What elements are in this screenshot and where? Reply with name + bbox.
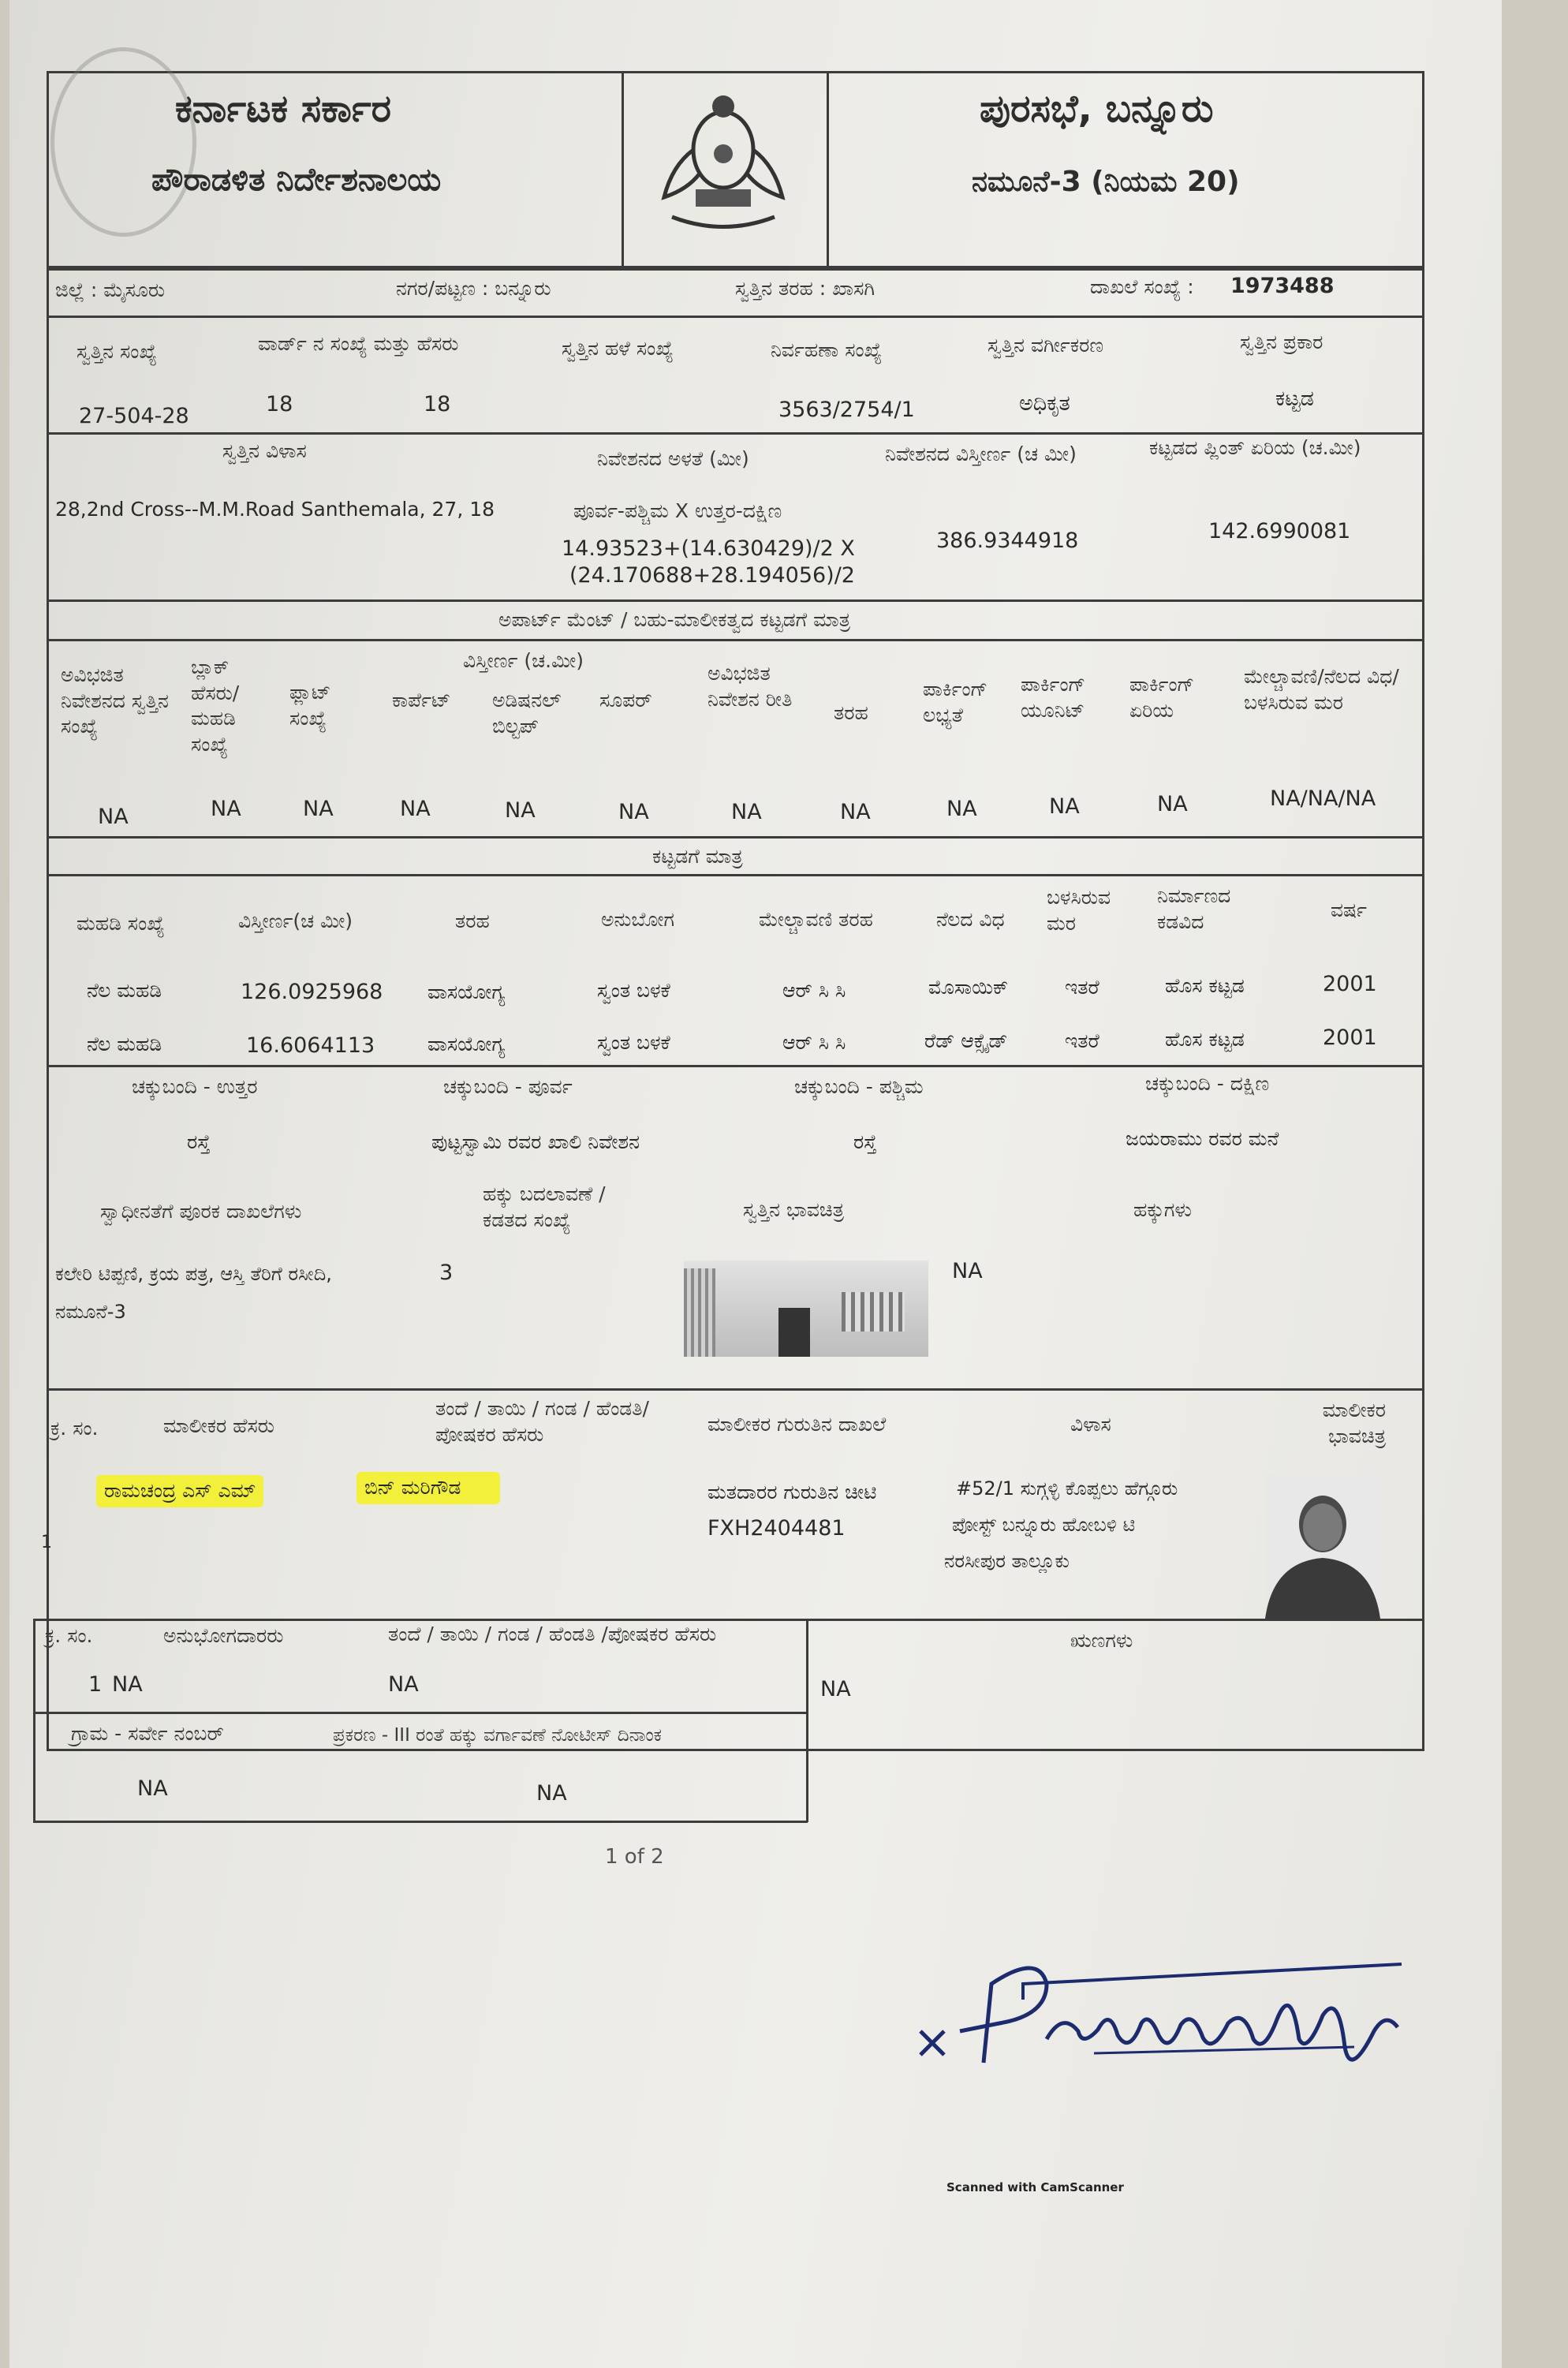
- apt-value-2: NA: [303, 797, 334, 821]
- apt-header-11: ಮೇಲ್ಚಾವಣಿ/ನೆಲದ ವಿಧ/ಬಳಸಿರುವ ಮರ: [1244, 665, 1399, 714]
- bld-r0-c7: ಹೊಸ ಕಟ್ಟಡ: [1165, 974, 1245, 997]
- boundary-east-label: ಚಕ್ಕುಬಂದಿ - ಪೂರ್ವ: [443, 1075, 573, 1098]
- header-govt: ಕರ್ನಾಟಕ ಸರ್ಕಾರ: [175, 87, 392, 131]
- owner-address-3: ನರಸೀಪುರ ತಾಲ್ಲೂಕು: [944, 1550, 1070, 1572]
- bld-r1-c6: ಇತರೆ: [1065, 1029, 1099, 1052]
- boundary-north: ರಸ್ತೆ: [187, 1130, 211, 1153]
- bld-header-4: ಮೇಲ್ಚಾವಣಿ ತರಹ: [759, 908, 873, 931]
- building-title: ಕಟ್ಟಡಗೆ ಮಾತ್ರ: [652, 845, 743, 868]
- ward-no: 18: [266, 392, 293, 416]
- property-photo-image: [684, 1261, 928, 1357]
- area-label: ನಿವೇಶನದ ವಿಸ್ತೀರ್ಣ (ಚ ಮೀ): [885, 443, 1077, 465]
- boundary-south: ಜಯರಾಮು ರವರ ಮನೆ: [1126, 1127, 1279, 1150]
- owner-header-1: ಮಾಲೀಕರ ಹೆಸರು: [163, 1414, 274, 1437]
- plinth-label: ಕಟ್ಟಡದ ಪ್ಲಿಂತ್ ಏರಿಯ (ಚ.ಮೀ): [1149, 436, 1361, 459]
- owner-header-0: ಕ್ರ. ಸಂ.: [50, 1417, 99, 1440]
- apt-header-1: ಬ್ಲಾಕ್ ಹೆಸರು/ ಮಹಡಿ ಸಂಖ್ಯೆ: [191, 655, 240, 756]
- bld-header-0: ಮಹಡಿ ಸಂಖ್ಯೆ: [77, 912, 165, 935]
- property-label-3: ನಿರ್ವಹಣಾ ಸಂಖ್ಯೆ: [771, 338, 883, 361]
- measure-label: ನಿವೇಶನದ ಅಳತೆ (ಮೀ): [597, 447, 749, 470]
- header-directorate: ಪೌರಾಡಳಿತ ನಿರ್ದೇಶನಾಲಯ: [151, 162, 442, 198]
- apt-value-10: NA: [1157, 792, 1188, 816]
- bld-r1-c4: ಆರ್ ಸಿ ಸಿ: [782, 1031, 846, 1054]
- notice-value: NA: [536, 1781, 567, 1806]
- bld-r0-c0: ನೆಲ ಮಹಡಿ: [87, 979, 162, 1002]
- apt-value-7: NA: [840, 800, 871, 824]
- bld-r0-c1: 126.0925968: [241, 980, 383, 1004]
- measure-direction: ಪೂರ್ವ-ಪಶ್ಚಿಮ X ಉತ್ತರ-ದಕ್ಷಿಣ: [573, 499, 782, 522]
- occupant-header-1: ಅನುಭೋಗದಾರರು: [163, 1624, 284, 1647]
- property-label-4: ಸ್ವತ್ತಿನ ವರ್ಗೀಕರಣ: [987, 334, 1104, 357]
- bld-r1-c8: 2001: [1323, 1025, 1377, 1050]
- apt-header-8: ಪಾರ್ಕಿಂಗ್ ಲಭ್ಯತೆ: [923, 678, 988, 726]
- rights-label: ಹಕ್ಕುಗಳು: [1133, 1198, 1192, 1221]
- apt-header-10: ಪಾರ್ಕಿಂಗ್ ಏರಿಯ: [1129, 673, 1195, 722]
- ward-name: 18: [424, 392, 451, 416]
- property-label-0: ಸ್ವತ್ತಿನ ಸಂಖ್ಯೆ: [77, 340, 157, 363]
- bld-header-2: ತರಹ: [455, 909, 490, 932]
- karnataka-emblem-icon: [640, 79, 806, 245]
- bld-r1-c3: ಸ್ವಂತ ಬಳಕೆ: [597, 1031, 670, 1054]
- owner-address-1: #52/1 ಸುಗ್ಗಳ್ಳಿ ಕೊಪ್ಪಲು ಹೆಗ್ಗೂರು: [956, 1477, 1178, 1500]
- address-label: ಸ್ವತ್ತಿನ ವಿಳಾಸ: [222, 439, 307, 462]
- owner-header-5: ಮಾಲೀಕರ ಭಾವಚಿತ್ರ: [1322, 1399, 1386, 1447]
- apt-header-9: ಪಾರ್ಕಿಂಗ್ ಯೂನಿಟ್: [1021, 673, 1086, 722]
- apt-header-0: ಅವಿಭಜಿತ ನಿವೇಶನದ ಸ್ವತ್ತಿನ ಸಂಖ್ಯೆ: [61, 663, 169, 738]
- boundary-north-label: ಚಕ್ಕುಬಂದಿ - ಉತ್ತರ: [132, 1075, 258, 1098]
- apt-value-1: NA: [211, 797, 241, 821]
- apt-value-5: NA: [618, 800, 649, 824]
- property-photo-label: ಸ್ವತ್ತಿನ ಭಾವಚಿತ್ರ: [743, 1198, 845, 1221]
- bld-r0-c4: ಆರ್ ಸಿ ಸಿ: [782, 979, 846, 1002]
- apt-value-9: NA: [1049, 794, 1080, 819]
- scanner-watermark: Scanned with CamScanner: [946, 2180, 1124, 2194]
- owner-id-type: ಮತದಾರರ ಗುರುತಿನ ಚೀಟಿ: [707, 1481, 877, 1503]
- measure-2: (24.170688+28.194056)/2: [569, 563, 855, 588]
- bld-r1-c5: ರೆಡ್ ಆಕ್ಸೈಡ್: [924, 1029, 1008, 1052]
- documents-value-1: ಕಲೇರಿ ಟಿಪ್ಪಣಿ, ಕ್ರಯ ಪತ್ರ, ಆಸ್ತಿ ತೆರಿಗೆ ರಸೀದಿ,: [55, 1263, 332, 1285]
- bld-r1-c0: ನೆಲ ಮಹಡಿ: [87, 1033, 162, 1055]
- record-no: 1973488: [1230, 274, 1335, 298]
- property-label-1: ವಾರ್ಡ್ ನ ಸಂಖ್ಯೆ ಮತ್ತು ಹೆಸರು: [258, 332, 459, 355]
- owner-name: ರಾಮಚಂದ್ರ ಎಸ್ ಎಮ್: [96, 1475, 263, 1507]
- property-kind: ಕಟ್ಟಡ: [1275, 387, 1314, 411]
- official-seal-stamp: [50, 47, 196, 237]
- apt-value-4: NA: [505, 798, 536, 823]
- apt-value-6: NA: [731, 800, 762, 824]
- survey-label: ಗ್ರಾಮ - ಸರ್ವೇ ನಂಬರ್: [71, 1722, 224, 1745]
- header-form: ನಮೂನೆ-3 (ನಿಯಮ 20): [972, 166, 1240, 198]
- bld-r1-c7: ಹೊಸ ಕಟ್ಟಡ: [1165, 1028, 1245, 1051]
- apt-header-3: ಕಾರ್ಪೆಟ್: [392, 689, 451, 712]
- bld-r0-c3: ಸ್ವಂತ ಬಳಕೆ: [597, 979, 670, 1002]
- bld-header-6: ಬಳಸಿರುವ ಮರ: [1047, 886, 1111, 935]
- measure-1: 14.93523+(14.630429)/2 X: [562, 536, 855, 561]
- apartment-area-group: ವಿಸ್ತೀರ್ಣ (ಚ.ಮೀ): [463, 649, 584, 672]
- property-label-2: ಸ್ವತ್ತಿನ ಹಳೆ ಸಂಖ್ಯೆ: [562, 337, 674, 360]
- occupant-name: NA: [112, 1672, 143, 1697]
- bld-header-7: ನಿರ್ಮಾಣದ ಕಡವಿದ: [1157, 884, 1231, 933]
- boundary-east: ಪುಟ್ಟಸ್ವಾಮಿ ರವರ ಖಾಲಿ ನಿವೇಶನ: [431, 1130, 640, 1153]
- bld-header-1: ವಿಸ್ತೀರ್ಣ(ಚ ಮೀ): [238, 909, 353, 932]
- owner-photo: [1265, 1475, 1380, 1619]
- bld-r0-c6: ಇತರೆ: [1065, 976, 1099, 999]
- liabilities-value: NA: [820, 1677, 851, 1701]
- apt-value-8: NA: [946, 797, 977, 821]
- transfer-label: ಹಕ್ಕು ಬದಲಾವಣೆ / ಕಡತದ ಸಂಖ್ಯೆ: [483, 1182, 606, 1231]
- apt-header-4: ಅಡಿಷನಲ್ ಬಿಲ್ಟಪ್: [492, 689, 562, 738]
- property-no: 27-504-28: [79, 404, 189, 428]
- page-number: 1 of 2: [605, 1845, 664, 1869]
- notice-label: ಪ್ರಕರಣ - III ರಂತೆ ಹಕ್ಕು ವರ್ಗಾವಣೆ ನೋಟೀಸ್ ದಿನಾಂಕ: [333, 1725, 663, 1746]
- apt-header-5: ಸೂಪರ್: [599, 689, 652, 712]
- owner-address-2: ಪೋಸ್ಟ್ ಬನ್ನೂರು ಹೋಬಳಿ ಟಿ: [952, 1514, 1136, 1536]
- district: ಜಿಲ್ಲೆ : ಮೈಸೂರು: [55, 278, 166, 301]
- property-label-5: ಸ್ವತ್ತಿನ ಪ್ರಕಾರ: [1240, 331, 1323, 353]
- signature: [913, 1937, 1417, 2086]
- bld-r1-c1: 16.6064113: [246, 1033, 375, 1058]
- header-municipality: ಪುರಸಭೆ, ಬನ್ನೂರು: [980, 87, 1214, 131]
- apt-header-7: ತರಹ: [834, 701, 868, 724]
- site-area: 386.9344918: [936, 529, 1079, 553]
- maintenance-no: 3563/2754/1: [778, 398, 915, 422]
- apt-value-3: NA: [400, 797, 431, 821]
- occupant-father: NA: [388, 1672, 419, 1697]
- bld-r0-c2: ವಾಸಯೋಗ್ಯ: [427, 980, 506, 1003]
- bld-header-8: ವರ್ಷ: [1331, 898, 1368, 921]
- town: ನಗರ/ಪಟ್ಟಣ : ಬನ್ನೂರು: [396, 277, 551, 300]
- owner-sl-no: 1: [41, 1533, 52, 1552]
- plinth-area: 142.6990081: [1208, 519, 1351, 543]
- apartment-title: ಅಪಾರ್ಟ್ ಮೆಂಟ್ / ಬಹು-ಮಾಲೀಕತ್ವದ ಕಟ್ಟಡಗೆ ಮಾತ್ರ: [498, 608, 851, 631]
- document-page: [9, 0, 1502, 2368]
- bld-header-3: ಅನುಬೋಗ: [601, 908, 675, 931]
- file-no: 3: [439, 1261, 454, 1285]
- apt-value-11: NA/NA/NA: [1270, 786, 1376, 811]
- owner-header-2: ತಂದೆ / ತಾಯಿ / ಗಂಡ / ಹೆಂಡತಿ/ಪೋಷಕರ ಹೆಸರು: [435, 1397, 649, 1446]
- occupant-header-0: ಕ್ರ. ಸಂ.: [45, 1624, 93, 1647]
- documents-value-2: ನಮೂನೆ-3: [55, 1301, 126, 1323]
- survey-value: NA: [137, 1776, 168, 1801]
- boundary-south-label: ಚಕ್ಕುಬಂದಿ - ದಕ್ಷಿಣ: [1145, 1072, 1270, 1095]
- bld-r1-c2: ವಾಸಯೋಗ್ಯ: [427, 1033, 506, 1055]
- bld-r0-c8: 2001: [1323, 972, 1377, 996]
- occupant-header-3: ಋಣಗಳು: [1070, 1629, 1133, 1652]
- occupant-header-2: ತಂದೆ / ತಾಯಿ / ಗಂಡ / ಹೆಂಡತಿ /ಪೋಷಕರ ಹೆಸರು: [388, 1623, 717, 1645]
- bld-r0-c5: ಮೊಸಾಯಿಕ್: [928, 976, 1009, 999]
- boundary-west: ರಸ್ತೆ: [853, 1130, 877, 1153]
- record-no-label: ದಾಖಲೆ ಸಂಖ್ಯೆ :: [1090, 275, 1194, 298]
- apt-header-2: ಫ್ಲಾಟ್ ಸಂಖ್ಯೆ: [289, 681, 331, 730]
- owner-id-no: FXH2404481: [707, 1516, 846, 1541]
- address: 28,2nd Cross--M.M.Road Santhemala, 27, 18: [55, 498, 495, 521]
- owner-header-4: ವಿಳಾಸ: [1070, 1413, 1111, 1436]
- boundary-west-label: ಚಕ್ಕುಬಂದಿ - ಪಶ್ಚಿಮ: [794, 1075, 924, 1098]
- rights-value: NA: [952, 1259, 983, 1283]
- apt-value-0: NA: [98, 805, 129, 829]
- classification: ಅಧಿಕೃತ: [1019, 391, 1070, 416]
- apt-header-6: ಅವಿಭಜಿತ ನಿವೇಶನ ರೀತಿ: [707, 662, 793, 711]
- documents-label: ಸ್ವಾಧೀನತೆಗೆ ಪೂರಕ ದಾಖಲೆಗಳು: [100, 1200, 302, 1223]
- owner-header-3: ಮಾಲೀಕರ ಗುರುತಿನ ದಾಖಲೆ: [707, 1413, 887, 1436]
- property-type: ಸ್ವತ್ತಿನ ತರಹ : ಖಾಸಗಿ: [735, 277, 875, 300]
- occupant-sl: 1: [88, 1672, 103, 1697]
- owner-father: ಬಿನ್ ಮರಿಗೌಡ: [357, 1472, 500, 1504]
- bld-header-5: ನೆಲದ ವಿಧ: [936, 908, 1005, 931]
